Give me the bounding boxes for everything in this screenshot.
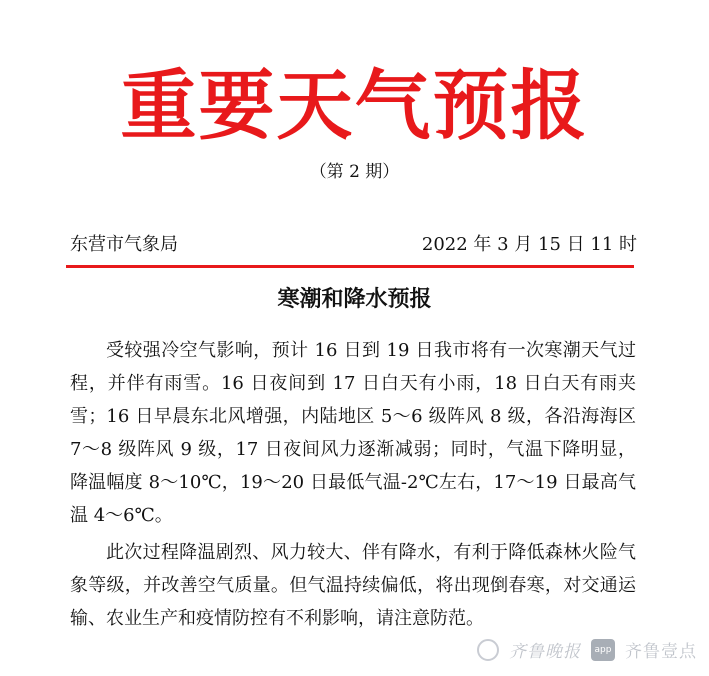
article-paragraph: 受较强冷空气影响，预计 16 日到 19 日我市将有一次寒潮天气过程，并伴有雨雪。16 日夜间到 17 日白天有小雨，18 日白天有雨夹雪；16 日早晨东北风增强，内陆地区 5～6 级阵风 8 级，各沿海海区 7～8 级阵风 9 级，17 日夜间风力逐渐减弱；同时，气温下降明显，降温幅度 8～10℃，19～20 日最低气温-2℃左右，17～19 日最高气温 4～6℃。 — [70, 340, 636, 526]
issuing-organization: 东营市气象局 — [70, 234, 178, 255]
red-divider — [66, 265, 634, 268]
watermark-text-qilu-yidian: 齐鲁壹点 — [625, 642, 697, 662]
masthead-title: 重要天气预报 — [120, 61, 589, 150]
article-paragraph: 此次过程降温剧烈、风力较大、伴有降水，有利于降低森林火险气象等级，并改善空气质量。但气温持续偏低，将出现倒春寒，对交通运输、农业生产和疫情防控有不利影响，请注意防范。 — [70, 542, 636, 629]
article-body — [70, 334, 636, 641]
issue-number: （第 2 期） — [309, 162, 400, 182]
qilu-logo-icon — [477, 639, 499, 661]
watermark-text-qilu-evening-news: 齐鲁晚报 — [509, 642, 581, 662]
article-title: 寒潮和降水预报 — [277, 286, 432, 312]
app-icon: app — [591, 639, 615, 661]
issue-datetime: 2022 年 3 月 15 日 11 时 — [421, 234, 637, 255]
watermark — [477, 637, 697, 662]
